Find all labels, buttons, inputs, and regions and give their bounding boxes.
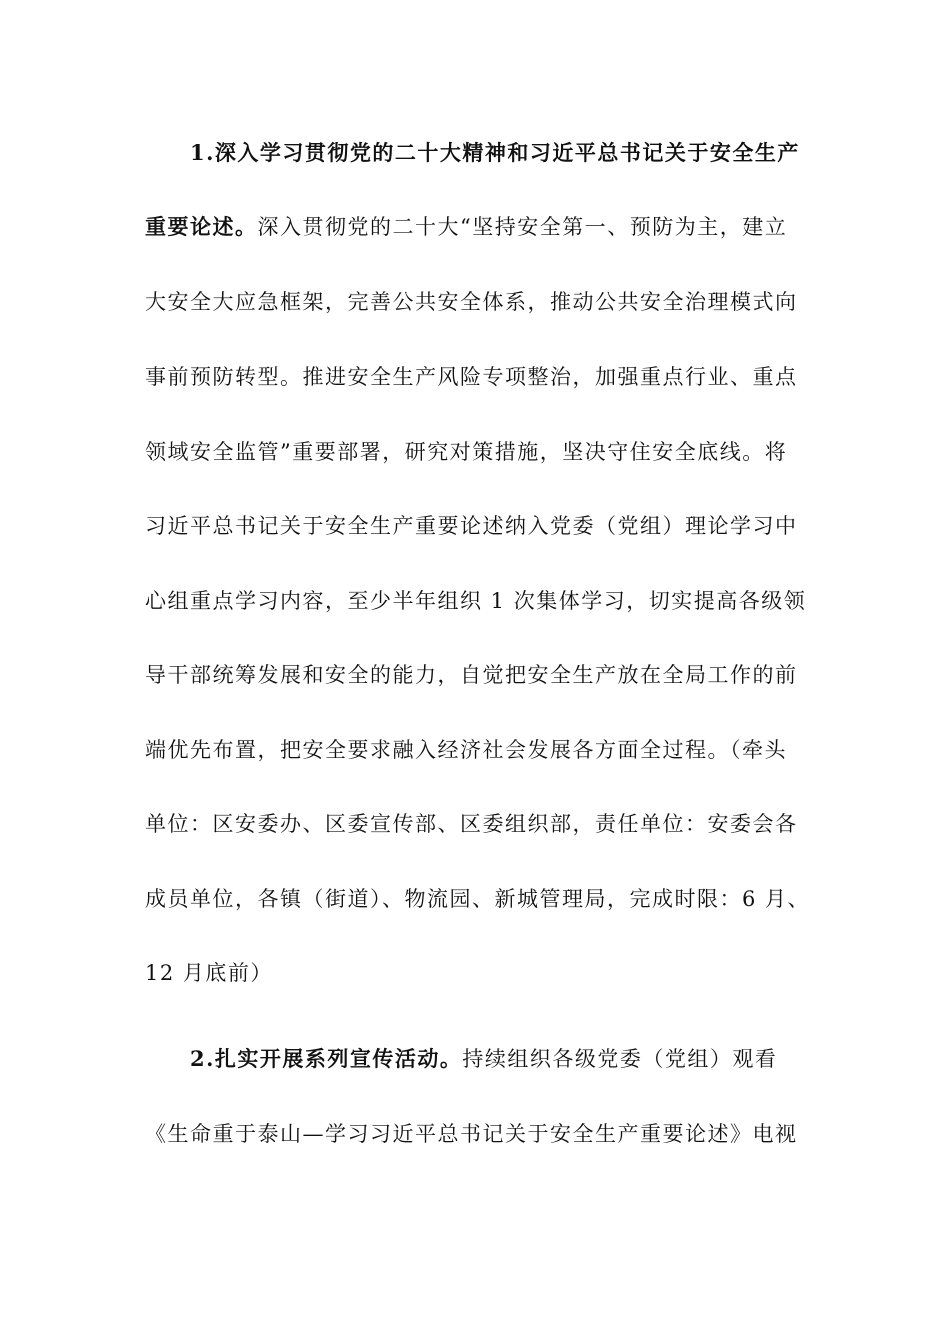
paragraph-1-text: 习近平总书记关于安全生产重要论述纳入党委（党组）理论学习中 bbox=[145, 514, 798, 538]
paragraph-1-text: 事前预防转型。推进安全生产风险专项整治，加强重点行业、重点 bbox=[145, 365, 798, 389]
paragraph-1-text: 12 月底前） bbox=[145, 961, 273, 985]
paragraph-1-line-4 bbox=[145, 362, 805, 392]
paragraph-1-heading-end: 重要论述。 bbox=[145, 214, 258, 239]
paragraph-1-line-1 bbox=[190, 138, 850, 168]
paragraph-2-line-1 bbox=[190, 1044, 850, 1074]
paragraph-1-line-2 bbox=[145, 212, 805, 242]
paragraph-1-line-10 bbox=[145, 809, 805, 839]
paragraph-1-line-11 bbox=[145, 884, 811, 914]
paragraph-1-text: 深入贯彻党的二十大“坚持安全第一、预防为主，建立 bbox=[257, 215, 788, 239]
paragraph-1-line-6 bbox=[145, 511, 805, 541]
paragraph-1-heading: 1.深入学习贯彻党的二十大精神和习近平总书记关于安全生产 bbox=[190, 140, 800, 165]
paragraph-2-text: 持续组织各级党委（党组）观看 bbox=[462, 1047, 778, 1071]
paragraph-1-line-5 bbox=[145, 437, 805, 467]
paragraph-2-text: 《生命重于泰山—学习习近平总书记关于安全生产重要论述》电视 bbox=[145, 1122, 798, 1146]
paragraph-2-heading: 2.扎实开展系列宣传活动。 bbox=[190, 1046, 463, 1071]
paragraph-1-line-8 bbox=[145, 660, 805, 690]
paragraph-1-text: 成员单位，各镇（街道）、物流园、新城管理局，完成时限：6 月、 bbox=[145, 887, 811, 911]
paragraph-1-line-7 bbox=[145, 586, 805, 616]
paragraph-1-line-9 bbox=[145, 735, 805, 765]
paragraph-1-text: 大安全大应急框架，完善公共安全体系，推动公共安全治理模式向 bbox=[145, 290, 798, 314]
paragraph-1-line-12 bbox=[145, 958, 805, 988]
paragraph-1-text: 单位：区安委办、区委宣传部、区委组织部，责任单位：安委会各 bbox=[145, 812, 798, 836]
paragraph-1-text: 心组重点学习内容，至少半年组织 1 次集体学习，切实提高各级领 bbox=[145, 589, 807, 613]
paragraph-1-line-3 bbox=[145, 287, 805, 317]
paragraph-1-text: 领域安全监管”重要部署，研究对策措施，坚决守住安全底线。将 bbox=[145, 440, 788, 464]
paragraph-2-line-2 bbox=[145, 1119, 805, 1149]
paragraph-1-text: 端优先布置，把安全要求融入经济社会发展各方面全过程。（牵头 bbox=[145, 738, 787, 762]
paragraph-1-text: 导干部统筹发展和安全的能力，自觉把安全生产放在全局工作的前 bbox=[145, 663, 798, 687]
